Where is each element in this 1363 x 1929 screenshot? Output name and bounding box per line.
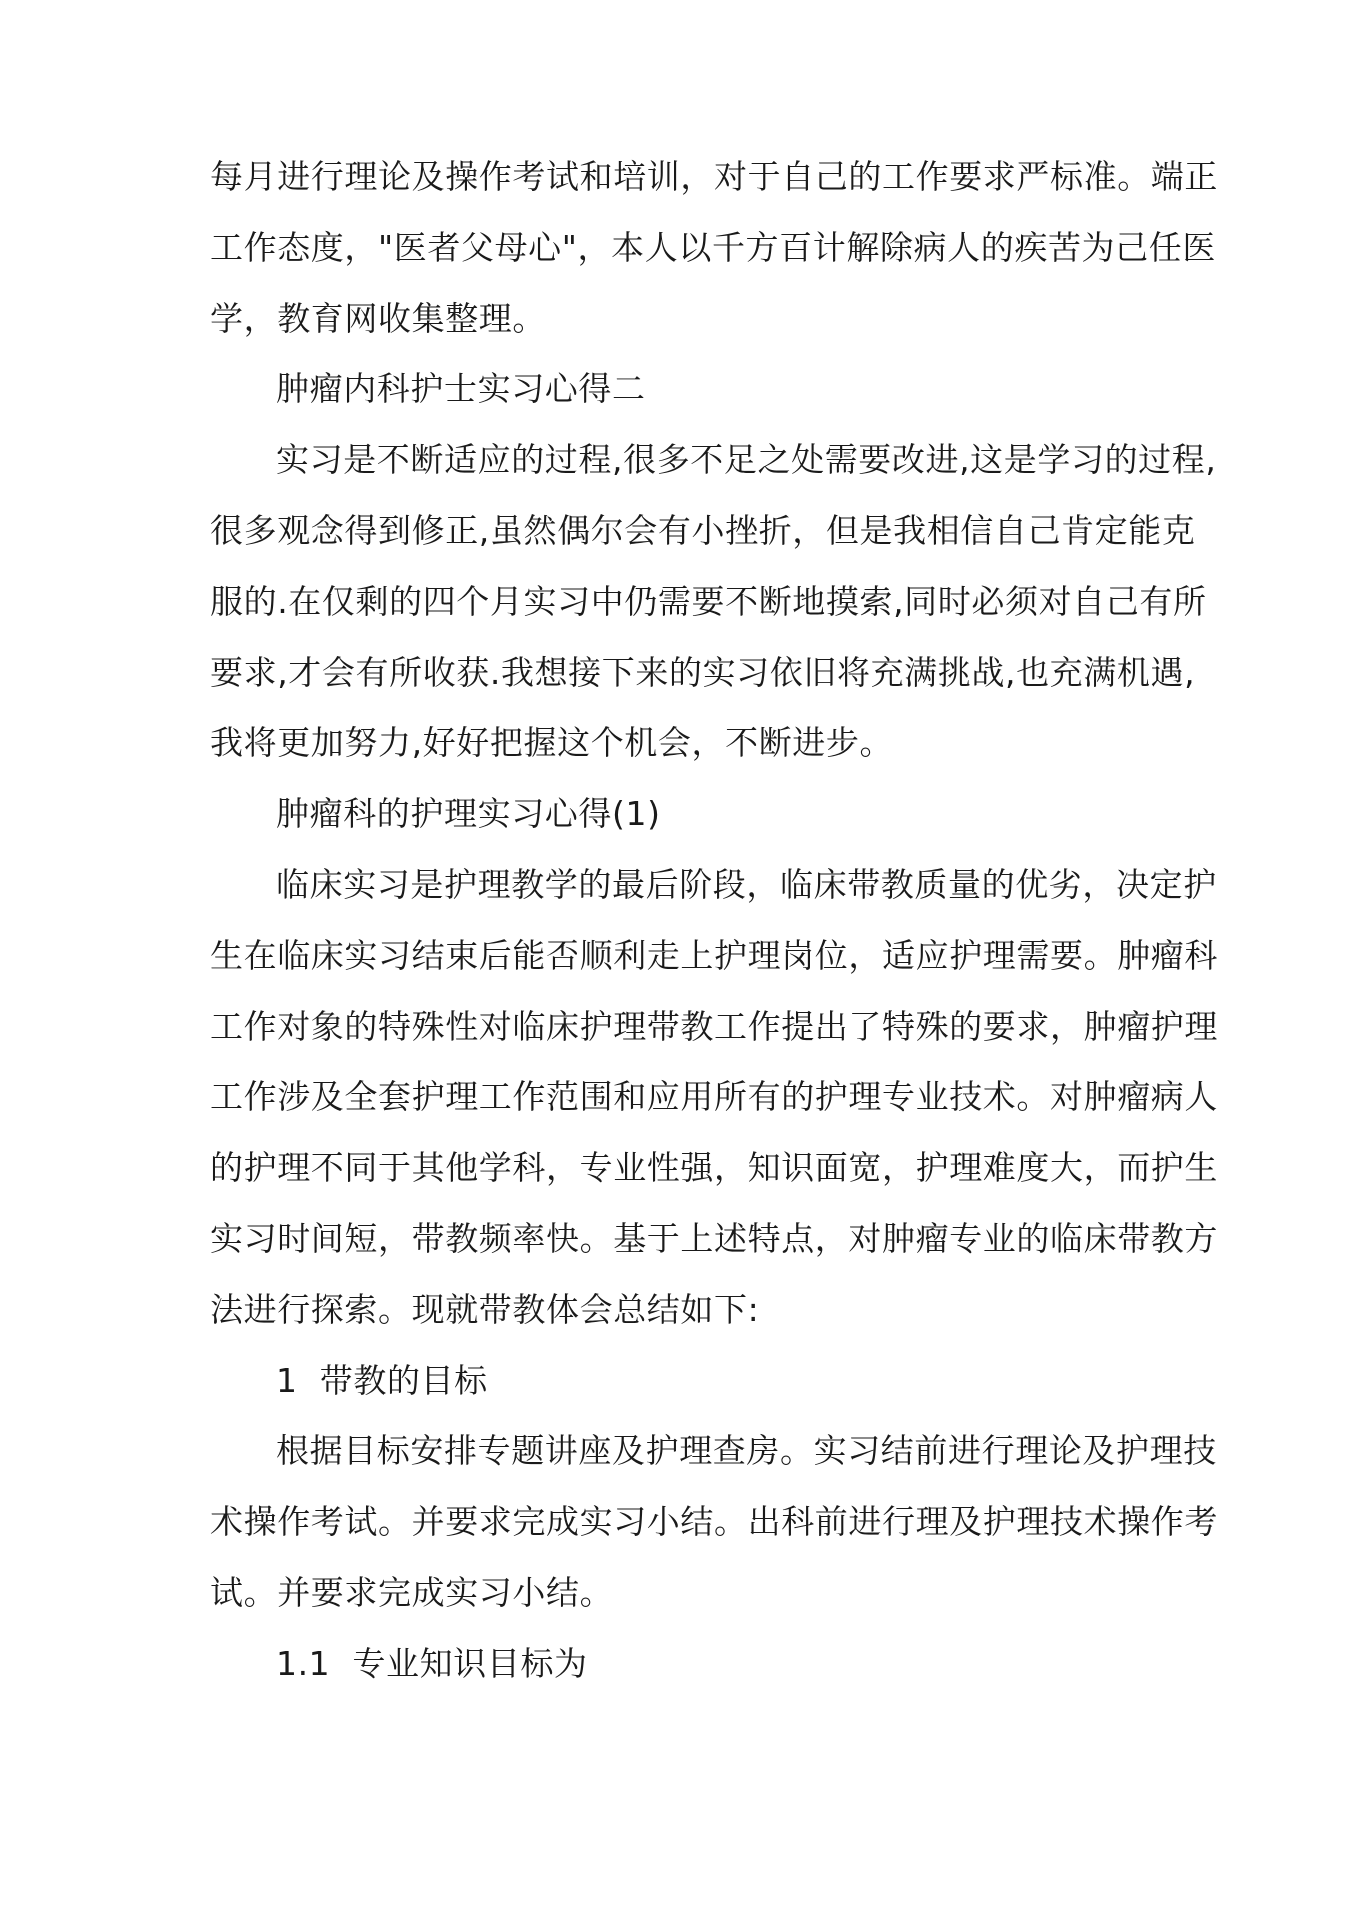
text-line: 法进行探索。现就带教体会总结如下:	[210, 1289, 760, 1329]
text-line: 工作态度，"医者父母心"，本人以千方百计解除病人的疾苦为己任医	[210, 227, 1216, 267]
section-heading: 1.1 专业知识目标为	[276, 1643, 588, 1683]
text-line: 每月进行理论及操作考试和培训，对于自己的工作要求严标准。端正	[210, 157, 1218, 196]
text-line: 我将更加努力,好好把握这个机会，不断进步。	[210, 723, 894, 763]
text-line: 实习是不断适应的过程,很多不足之处需要改进,这是学习的过程,	[276, 440, 1217, 480]
text-line: 术操作考试。并要求完成实习小结。出科前进行理及护理技术操作考	[210, 1502, 1218, 1542]
text-line: 的护理不同于其他学科，专业性强，知识面宽，护理难度大，而护生	[210, 1148, 1218, 1188]
text-line: 实习时间短，带教频率快。基于上述特点，对肿瘤专业的临床带教方	[210, 1218, 1218, 1258]
section-heading: 肿瘤内科护士实习心得二	[276, 369, 646, 409]
section-heading: 肿瘤科的护理实习心得(1)	[276, 794, 661, 834]
text-line: 要求,才会有所收获.我想接下来的实习依旧将充满挑战,也充满机遇,	[210, 652, 1196, 692]
text-line: 试。并要求完成实习小结。	[210, 1572, 614, 1612]
text-line: 服的.在仅剩的四个月实习中仍需要不断地摸索,同时必须对自己有所	[210, 581, 1207, 621]
text-line: 工作涉及全套护理工作范围和应用所有的护理专业技术。对肿瘤病人	[210, 1077, 1218, 1117]
section-heading: 1 带教的目标	[276, 1360, 488, 1400]
text-line: 很多观念得到修正,虽然偶尔会有小挫折，但是我相信自己肯定能克	[210, 510, 1196, 550]
text-line: 工作对象的特殊性对临床护理带教工作提出了特殊的要求，肿瘤护理	[210, 1006, 1218, 1046]
text-line: 临床实习是护理教学的最后阶段，临床带教质量的优劣，决定护	[276, 864, 1217, 904]
document-body	[210, 142, 1218, 1700]
text-line: 学，教育网收集整理。	[210, 298, 546, 338]
text-line: 根据目标安排专题讲座及护理查房。实习结前进行理论及护理技	[276, 1431, 1217, 1471]
text-line: 生在临床实习结束后能否顺利走上护理岗位，适应护理需要。肿瘤科	[210, 935, 1218, 975]
